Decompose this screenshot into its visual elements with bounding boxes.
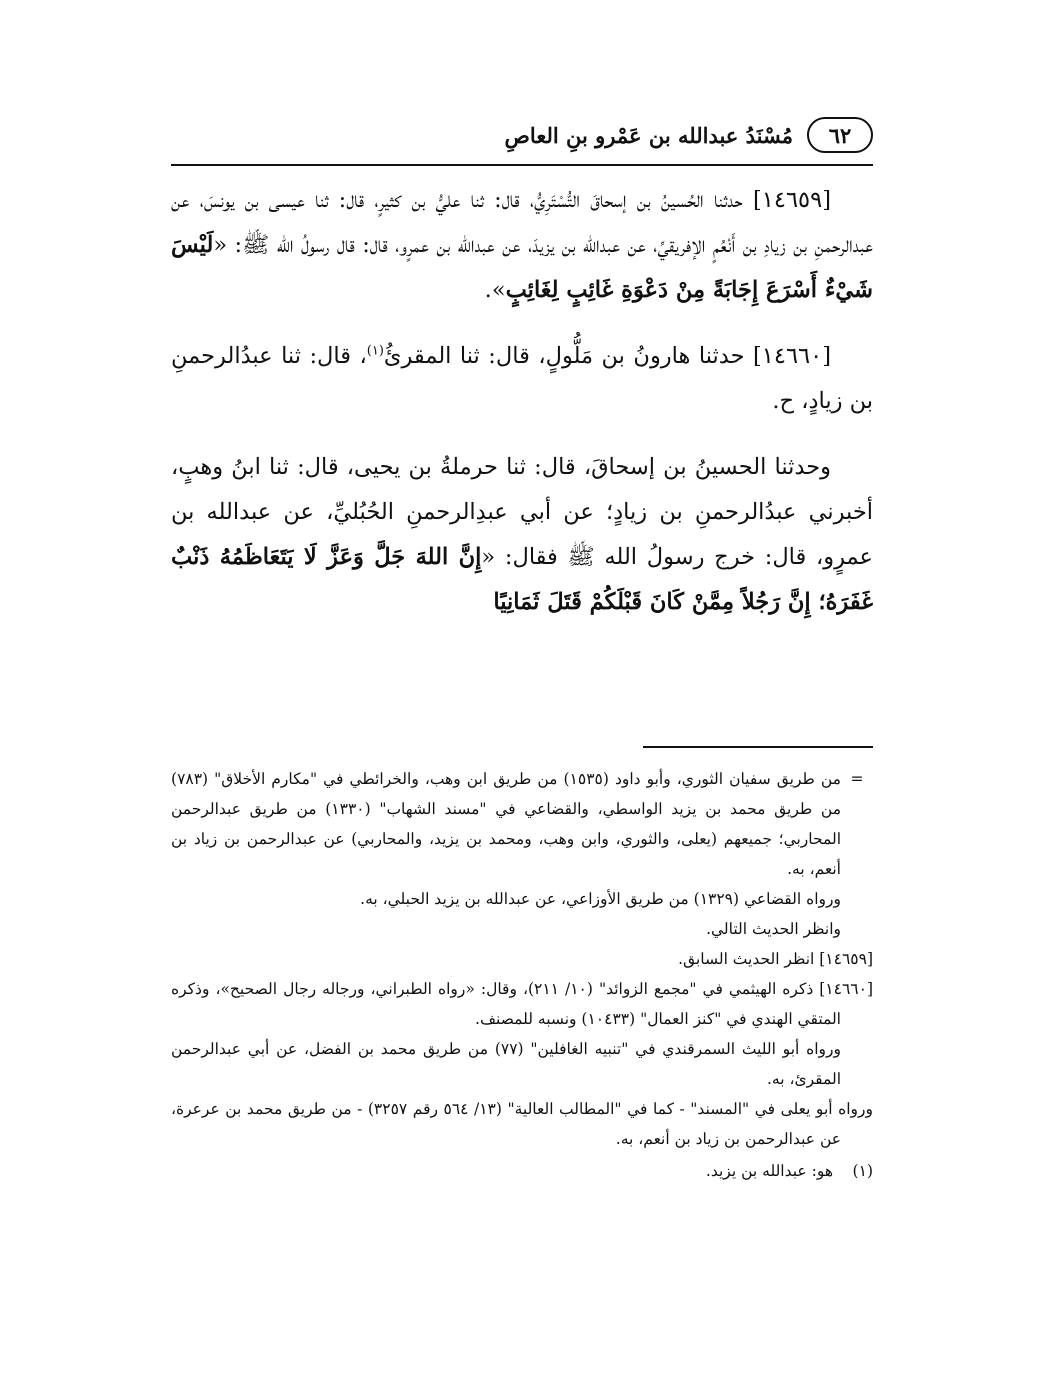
second-chain-matn: إِنَّ اللهَ جَلَّ وَعَزَّ لَا يَتَعَاظَمُهُ ذَنْبٌ غَفَرَهُ؛ إِنَّ رَجُلاً مِمَّنْ كَانَ قَبْلَكُمْ قَتَلَ ثَمَانِيًا: [171, 544, 873, 615]
hadith-14660-text-end: ، قال: ثنا عبدُالرحمنِ بن زيادٍ، ح.: [171, 343, 873, 414]
footnote-ref-1[interactable]: (١): [366, 343, 384, 359]
footnote-1-number: (١): [852, 1162, 873, 1180]
note-14660-c: ورواه أبو يعلى في "المسند" - كما في "المطالب العالية" (١٣/ ٥٦٤ رقم ٣٢٥٧) - من طريق محمد بن عرعرة، عن عبدالرحمن بن زياد بن أنعم، به.: [171, 1100, 873, 1148]
hadith-14659-end: ».: [484, 277, 506, 303]
note-14659: [١٤٦٥٩] انظر الحديث السابق.: [678, 950, 873, 968]
footnotes: [171, 764, 873, 1186]
footnote-divider: [643, 746, 873, 748]
hadith-14659: [171, 178, 873, 313]
running-title: مُسْنَدُ عبدالله بن عَمْرو بنِ العاصِ: [504, 122, 793, 148]
hadith-14660-second-chain: [171, 445, 873, 625]
footnote-1: [171, 1156, 873, 1186]
page-number: ٦٢: [807, 117, 873, 153]
continuation-mark: =: [850, 770, 864, 788]
note-continuation-text-2: ورواه القضاعي (١٣٢٩) من طريق الأوزاعي، عن عبدالله بن يزيد الحبلي، به.: [360, 890, 841, 908]
note-continuation: [171, 764, 873, 944]
hadith-14660: [171, 334, 873, 424]
footnote-1-text: هو: عبدالله بن يزيد.: [705, 1162, 833, 1180]
note-continuation-text: من طريق سفيان الثوري، وأبو داود (١٥٣٥) من طريق ابن وهب، والخرائطي في "مكارم الأخلاق" (٧٨٣) من طريق محمد بن يزيد الواسطي، والقضاعي في "مسند الشهاب" (١٣٣٠) من طريق عبدالرحمن المحاربي؛ جميعهم (يعلى، والثوري، وابن وهب، ومحمد بن يزيد، والمحاربي) عن عبدالرحمن بن زياد بن أنعم، به.: [171, 770, 841, 878]
second-chain-text: وحدثنا الحسينُ بن إسحاقَ، قال: ثنا حرملةُ بن يحيى، قال: ثنا ابنُ وهبٍ، أخبرني عبدُالرحمنِ بن زيادٍ؛ عن أبي عبدِالرحمنِ الحُبُليِّ، عن عبدالله بن عمرٍو، قال: خرج رسولُ الله ﷺ فقال: «: [171, 454, 873, 570]
note-continuation-body: [171, 764, 841, 944]
page-header: [173, 112, 873, 158]
note-14660-b: ورواه أبو الليث السمرقندي في "تنبيه الغافلين" (٧٧) من طريق محمد بن الفضل، عن أبي عبدالرحمن المقرئ، به.: [171, 1040, 841, 1088]
header-divider: [171, 164, 873, 166]
hadith-14659-text: [١٤٦٥٩] حدثنا الحُسينُ بن إسحاقَ التُّسْتَرِيُّ، قال: ثنا عليُّ بن كثيرٍ، قال: ثنا عيسى بن يونسَ، عن عبدالرحمنِ بن زيادِ بن أَنْعُمٍ الإفريقيِّ، عن عبدالله بن يزيدَ، عن عبدالله بن عمرٍو، قال: قال رسولُ الله ﷺ: «: [171, 187, 873, 258]
hadith-14660-text: [١٤٦٦٠] حدثنا هارونُ بن مَلُّولٍ، قال: ثنا المقرئُ: [383, 343, 831, 369]
hadith-14659-matn: لَيْسَ شَيْءٌ أَسْرَعَ إِجَابَةً مِنْ دَعْوَةِ غَائِبٍ لِغَائِبٍ: [171, 232, 873, 303]
main-text: [171, 178, 873, 646]
note-14660-a: [١٤٦٦٠] ذكره الهيثمي في "مجمع الزوائد" (١٠/ ٢١١)، وقال: «رواه الطبراني، ورجاله رجال الصحيح»، وذكره المتقي الهندي في "كنز العمال" (١٠٤٣٣) ونسبه للمصنف.: [171, 980, 873, 1028]
note-continuation-text-3: وانظر الحديث التالي.: [706, 920, 841, 938]
